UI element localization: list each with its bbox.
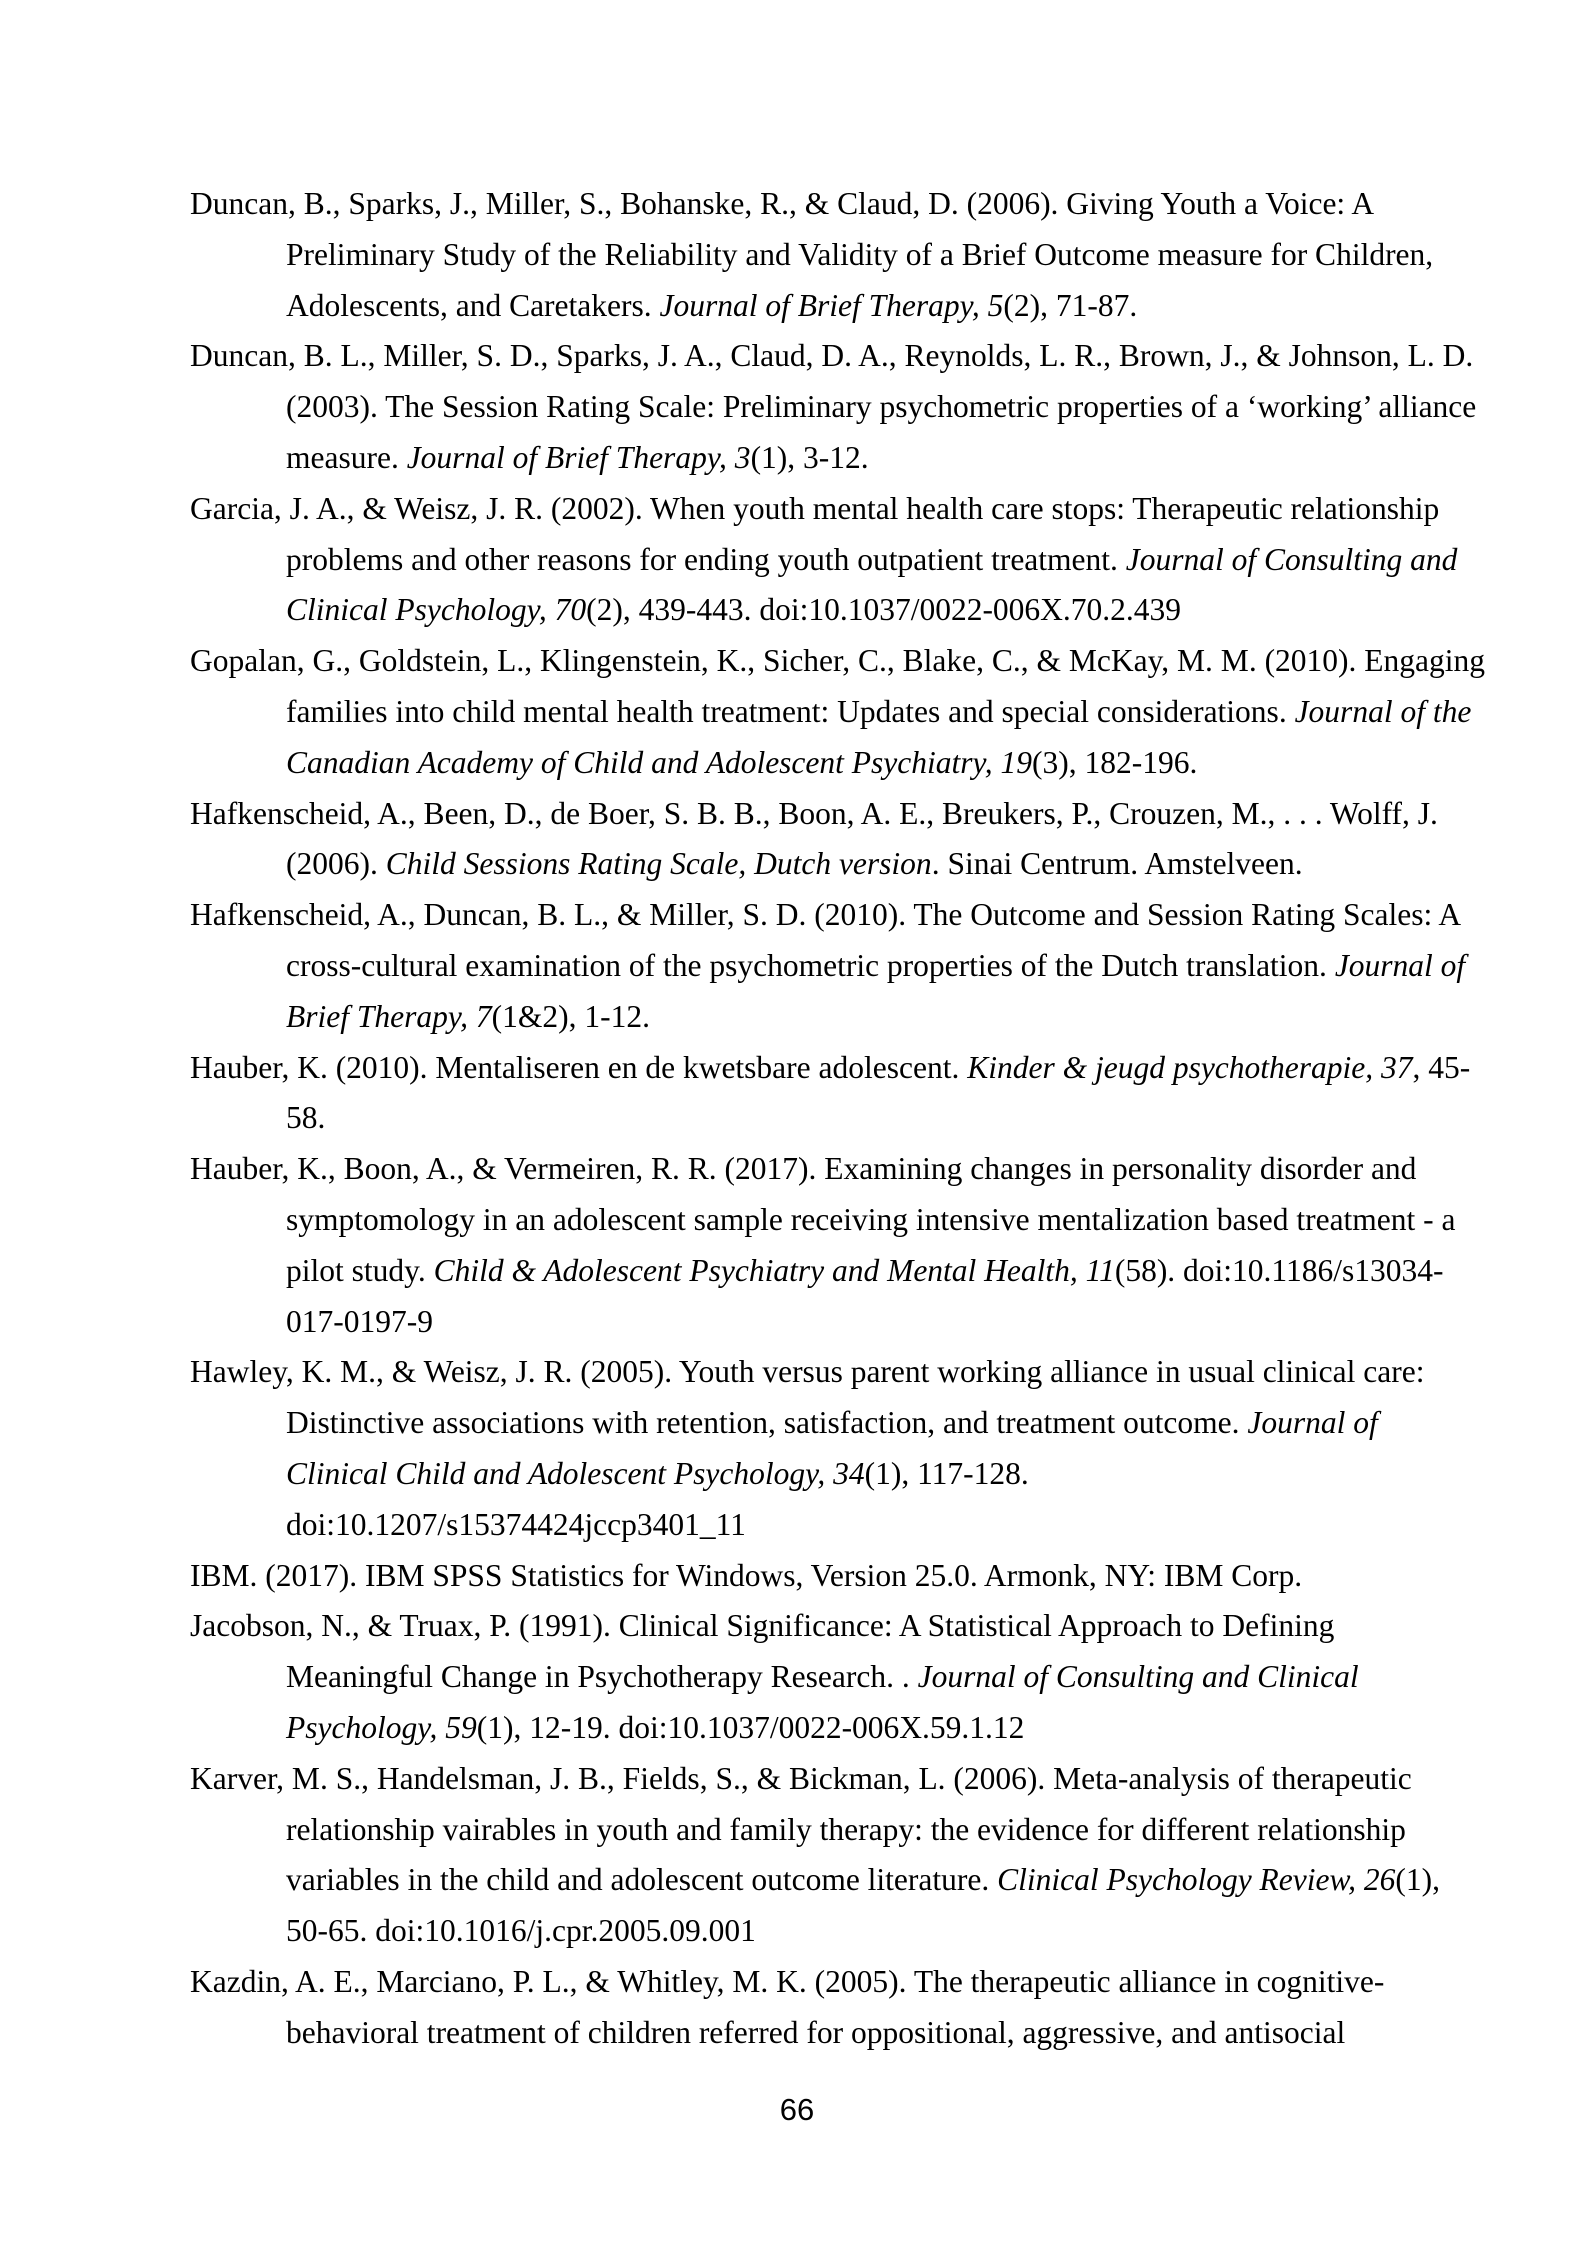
reference-line	[190, 1652, 1480, 1703]
reference-text: (1), 3-12.	[750, 439, 869, 475]
reference-line	[190, 1551, 1480, 1602]
reference-italic-text: Journal of Brief Therapy, 3	[406, 439, 751, 475]
reference-text: Hawley, K. M., & Weisz, J. R. (2005). Youth versus parent working alliance in usual clinical care:	[190, 1354, 1425, 1390]
reference-line	[190, 331, 1480, 382]
reference-line	[190, 941, 1480, 992]
reference-text: (58). doi:10.1186/s13034-	[1114, 1252, 1444, 1288]
reference-text: Karver, M. S., Handelsman, J. B., Fields, S., & Bickman, L. (2006). Meta-analysis of therapeutic	[190, 1760, 1412, 1796]
reference-text: (2), 439-443. doi:10.1037/0022-006X.70.2.439	[586, 592, 1182, 628]
reference-line	[190, 1043, 1480, 1094]
reference-text: (1&2), 1-12.	[491, 998, 650, 1034]
reference-text: , 45-	[1412, 1049, 1471, 1085]
reference-entry	[190, 1957, 1480, 2059]
reference-entry	[190, 331, 1480, 483]
reference-line	[190, 1449, 1480, 1500]
reference-italic-text: Clinical Psychology Review, 26	[997, 1862, 1396, 1898]
reference-text: measure.	[286, 439, 407, 475]
reference-text: cross-cultural examination of the psychometric properties of the Dutch translation.	[286, 947, 1335, 983]
reference-italic-text: Canadian Academy of Child and Adolescent Psychiatry, 19	[286, 744, 1032, 780]
reference-italic-text: Journal of the	[1294, 693, 1472, 729]
reference-text: 017-0197-9	[286, 1303, 433, 1339]
reference-italic-text: Journal of Brief Therapy, 5	[659, 287, 1004, 323]
reference-line	[190, 1957, 1480, 2008]
reference-entry	[190, 1347, 1480, 1550]
reference-text: Adolescents, and Caretakers.	[286, 287, 660, 323]
reference-text: Hauber, K. (2010). Mentaliseren en de kwetsbare adolescent.	[190, 1049, 968, 1085]
reference-text: Gopalan, G., Goldstein, L., Klingenstein, K., Sicher, C., Blake, C., & McKay, M. M. (2010). Engaging	[190, 643, 1486, 679]
reference-text: relationship vairables in youth and family therapy: the evidence for different relationship	[286, 1811, 1406, 1847]
reference-line	[190, 1906, 1480, 1957]
reference-line	[190, 484, 1480, 535]
reference-text: Duncan, B. L., Miller, S. D., Sparks, J. A., Claud, D. A., Reynolds, L. R., Brown, J., & Johnson, L. D.	[190, 338, 1474, 374]
reference-italic-text: Journal of	[1247, 1405, 1378, 1441]
reference-line	[190, 1195, 1480, 1246]
reference-entry	[190, 484, 1480, 636]
reference-text: Garcia, J. A., & Weisz, J. R. (2002). When youth mental health care stops: Therapeutic relationship	[190, 490, 1440, 526]
reference-entry	[190, 1043, 1480, 1145]
reference-entry	[190, 1551, 1480, 1602]
reference-text: Hauber, K., Boon, A., & Vermeiren, R. R. (2017). Examining changes in personality disorder and	[190, 1151, 1417, 1187]
page-number: 66	[779, 2092, 815, 2127]
reference-line	[190, 1144, 1480, 1195]
reference-text: families into child mental health treatment: Updates and special considerations.	[286, 693, 1295, 729]
reference-italic-text: Clinical Psychology, 70	[286, 592, 587, 628]
reference-entry	[190, 1601, 1480, 1753]
reference-entry	[190, 1144, 1480, 1347]
reference-text: problems and other reasons for ending youth outpatient treatment.	[286, 541, 1126, 577]
reference-text: pilot study.	[286, 1252, 434, 1288]
reference-line	[190, 1093, 1480, 1144]
reference-italic-text: Child Sessions Rating Scale, Dutch version	[385, 846, 932, 882]
reference-text: . Sinai Centrum. Amstelveen.	[931, 846, 1303, 882]
reference-line	[190, 1754, 1480, 1805]
reference-line	[190, 636, 1486, 687]
reference-text: (2), 71-87.	[1003, 287, 1138, 323]
reference-italic-text: Kinder & jeugd psychotherapie, 37	[967, 1049, 1413, 1085]
reference-italic-text: Brief Therapy, 7	[286, 998, 492, 1034]
reference-line	[190, 687, 1480, 738]
reference-text: Duncan, B., Sparks, J., Miller, S., Bohanske, R., & Claud, D. (2006). Giving Youth a Voice: A	[190, 186, 1375, 221]
reference-line	[190, 839, 1480, 890]
reference-text: (1), 117-128.	[864, 1455, 1029, 1491]
reference-line	[190, 992, 1480, 1043]
references-list	[190, 179, 1486, 2058]
reference-text: variables in the child and adolescent outcome literature.	[286, 1862, 998, 1898]
reference-text: 58.	[286, 1100, 326, 1136]
reference-line	[190, 382, 1480, 433]
reference-text: Jacobson, N., & Truax, P. (1991). Clinical Significance: A Statistical Approach to Defining	[190, 1608, 1335, 1644]
reference-text: Preliminary Study of the Reliability and Validity of a Brief Outcome measure for Children,	[286, 236, 1434, 272]
reference-line	[190, 2008, 1480, 2059]
reference-line	[190, 738, 1480, 789]
reference-text: 50-65. doi:10.1016/j.cpr.2005.09.001	[286, 1913, 756, 1949]
reference-line	[190, 1297, 1480, 1348]
reference-line	[190, 1703, 1480, 1754]
reference-text: symptomology in an adolescent sample receiving intensive mentalization based treatment - a	[286, 1201, 1456, 1237]
reference-italic-text: Journal of Consulting and Clinical	[917, 1659, 1359, 1695]
reference-line	[190, 1246, 1480, 1297]
reference-text: behavioral treatment of children referred for oppositional, aggressive, and antisocial	[286, 2014, 1346, 2050]
reference-line	[190, 1601, 1480, 1652]
reference-italic-text: Clinical Child and Adolescent Psychology, 34	[286, 1455, 865, 1491]
reference-line	[190, 433, 1480, 484]
reference-text: Hafkenscheid, A., Been, D., de Boer, S. B. B., Boon, A. E., Breukers, P., Crouzen, M., . . . Wolff, J.	[190, 795, 1438, 831]
reference-line	[190, 535, 1480, 586]
reference-entry	[190, 1754, 1480, 1957]
reference-text: (2006).	[286, 846, 386, 882]
reference-italic-text: Psychology, 59	[286, 1709, 477, 1745]
reference-entry	[190, 636, 1486, 788]
reference-italic-text: Journal of Consulting and	[1125, 541, 1458, 577]
reference-text: Distinctive associations with retention, satisfaction, and treatment outcome.	[286, 1405, 1248, 1441]
reference-line	[190, 281, 1480, 332]
reference-text: Kazdin, A. E., Marciano, P. L., & Whitley, M. K. (2005). The therapeutic alliance in cognitive-	[190, 1963, 1385, 1999]
reference-entry	[190, 179, 1480, 331]
reference-line	[190, 179, 1480, 230]
reference-text: (2003). The Session Rating Scale: Preliminary psychometric properties of a ‘working’ alliance	[286, 389, 1477, 425]
reference-line	[190, 1500, 1480, 1551]
reference-line	[190, 890, 1480, 941]
reference-text: Hafkenscheid, A., Duncan, B. L., & Miller, S. D. (2010). The Outcome and Session Rating Scales: A	[190, 897, 1462, 933]
reference-text: Meaningful Change in Psychotherapy Research. .	[286, 1659, 918, 1695]
reference-line	[190, 1855, 1480, 1906]
reference-entry	[190, 789, 1480, 891]
reference-text: doi:10.1207/s15374424jccp3401_11	[286, 1506, 746, 1542]
reference-line	[190, 585, 1480, 636]
reference-line	[190, 1805, 1480, 1856]
reference-text: IBM. (2017). IBM SPSS Statistics for Windows, Version 25.0. Armonk, NY: IBM Corp.	[190, 1557, 1303, 1593]
reference-italic-text: Journal of	[1334, 947, 1466, 983]
reference-italic-text: Child & Adolescent Psychiatry and Mental Health, 11	[433, 1252, 1115, 1288]
reference-text: (3), 182-196.	[1032, 744, 1198, 780]
reference-line	[190, 1398, 1480, 1449]
reference-line	[190, 1347, 1480, 1398]
reference-line	[190, 230, 1480, 281]
reference-text: (1), 12-19. doi:10.1037/0022-006X.59.1.12	[476, 1709, 1025, 1745]
reference-entry	[190, 890, 1480, 1042]
reference-text: (1),	[1395, 1862, 1441, 1898]
reference-line	[190, 789, 1480, 840]
